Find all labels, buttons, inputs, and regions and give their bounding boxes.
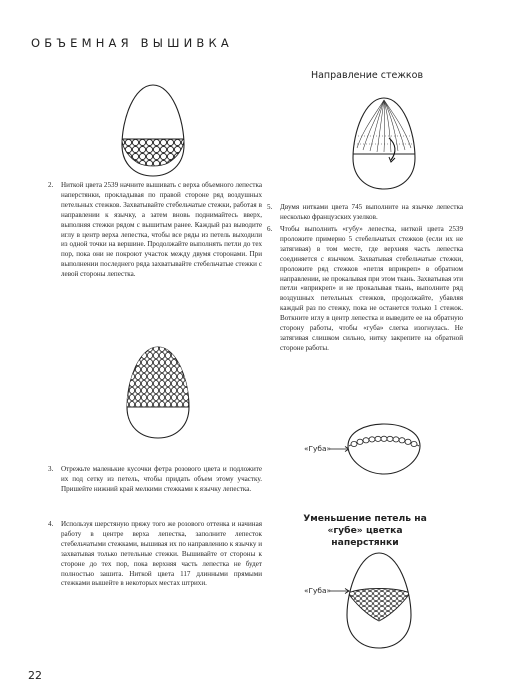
step-text: Используя шерстяную пряжу того же розового оттенка и начиная работу в центре верха лепестка, заполните лепесток стебельчатыми стежками, вышивая их по направлению к язычку и захватывая только петельные стежки. Вышивайте от стороны к стороне до тех пор, пока верхняя часть лепестка не будет полностью зашита. Ниткой цвета 117 длинными прямыми стежками вышейте в некоторых местах штрихи.: [61, 520, 262, 588]
step-text: Ниткой цвета 2539 начните вышивать с верха объемного лепестка наперстянки, прокладывая по правой стороне ряд воздушных петельных стежков. Захватывайте стебельчатые стежки, работая в направлении к язычку, а затем вновь поднимайтесь вверх, выполняя стежки рядом с вышитым ранее. Каждый раз выводите иглу в центр верха лепестка, чтобы все ряды из петель выходили из одной точки на вершине. Продолжайте выполнять петли до тех пор, пока они не покроют участок между двумя сторонами. При выполнении последнего ряда захватывайте стебельчатые стежки с левой стороны лепестка.: [61, 181, 262, 279]
instruction-step-3: [48, 465, 262, 495]
instruction-step-6: [267, 225, 463, 354]
stitch-direction-caption: Направление стежков: [310, 70, 424, 81]
petal-illustration-mesh-bottom: [118, 83, 188, 178]
step-number: 2.: [48, 181, 54, 189]
petal-illustration-lip: [345, 422, 423, 477]
instruction-step-5: [267, 203, 463, 223]
step-number: 6.: [267, 225, 273, 233]
page-header-title: ОБЪЕМНАЯ ВЫШИВКА: [31, 36, 233, 50]
page-number: 22: [28, 669, 42, 682]
petal-illustration-reduced-loops: [343, 551, 415, 651]
petal-illustration-mesh-top: [123, 345, 193, 440]
lip-callout-label: «Губа»: [304, 444, 332, 453]
step-text: Чтобы выполнить «губу» лепестка, ниткой цвета 2539 проложите примерно 5 стебельчатых стежков (если их не затягивая) в том месте, где верхняя часть лепестка соединяется с язычком. Захватывая стебельчатые стежки, проложите ряд стежков «петля вприкреп» в обратном направлении, не прокалывая при этом ткань. Захватывая эти петли «вприкреп» и не прокалывая ткань, выполните ряд воздушных петельных стежков, продолжайте, убавляя каждый раз по стежку, пока не останется только 1 стежок. Воткните иглу в центр лепестка и выведите ее на обратную сторону работы, чтобы «губа» слегка изогнулась. Не затягивая слишком сильно, нитку закрепите на обратной стороне работы.: [280, 225, 463, 352]
instruction-step-4: [48, 520, 262, 589]
step-number: 4.: [48, 520, 54, 528]
step-number: 5.: [267, 203, 273, 211]
instruction-step-2: [48, 181, 262, 280]
step-text: Двумя нитками цвета 745 выполните на язычке лепестка несколько французских узелков.: [280, 203, 463, 221]
reduce-loops-caption: Уменьшение петель на «губе» цветка наперстянки: [303, 513, 427, 548]
petal-illustration-stitch-direction: [349, 96, 419, 191]
step-text: Отрежьте маленькие кусочки фетра розового цвета и подложите их под сетку из петель, чтобы придать объем этому участку. Пришейте нижний край мелкими стежками к язычку лепестка.: [61, 465, 262, 493]
step-number: 3.: [48, 465, 54, 473]
lip-callout-label-2: «Губа»: [304, 586, 332, 595]
